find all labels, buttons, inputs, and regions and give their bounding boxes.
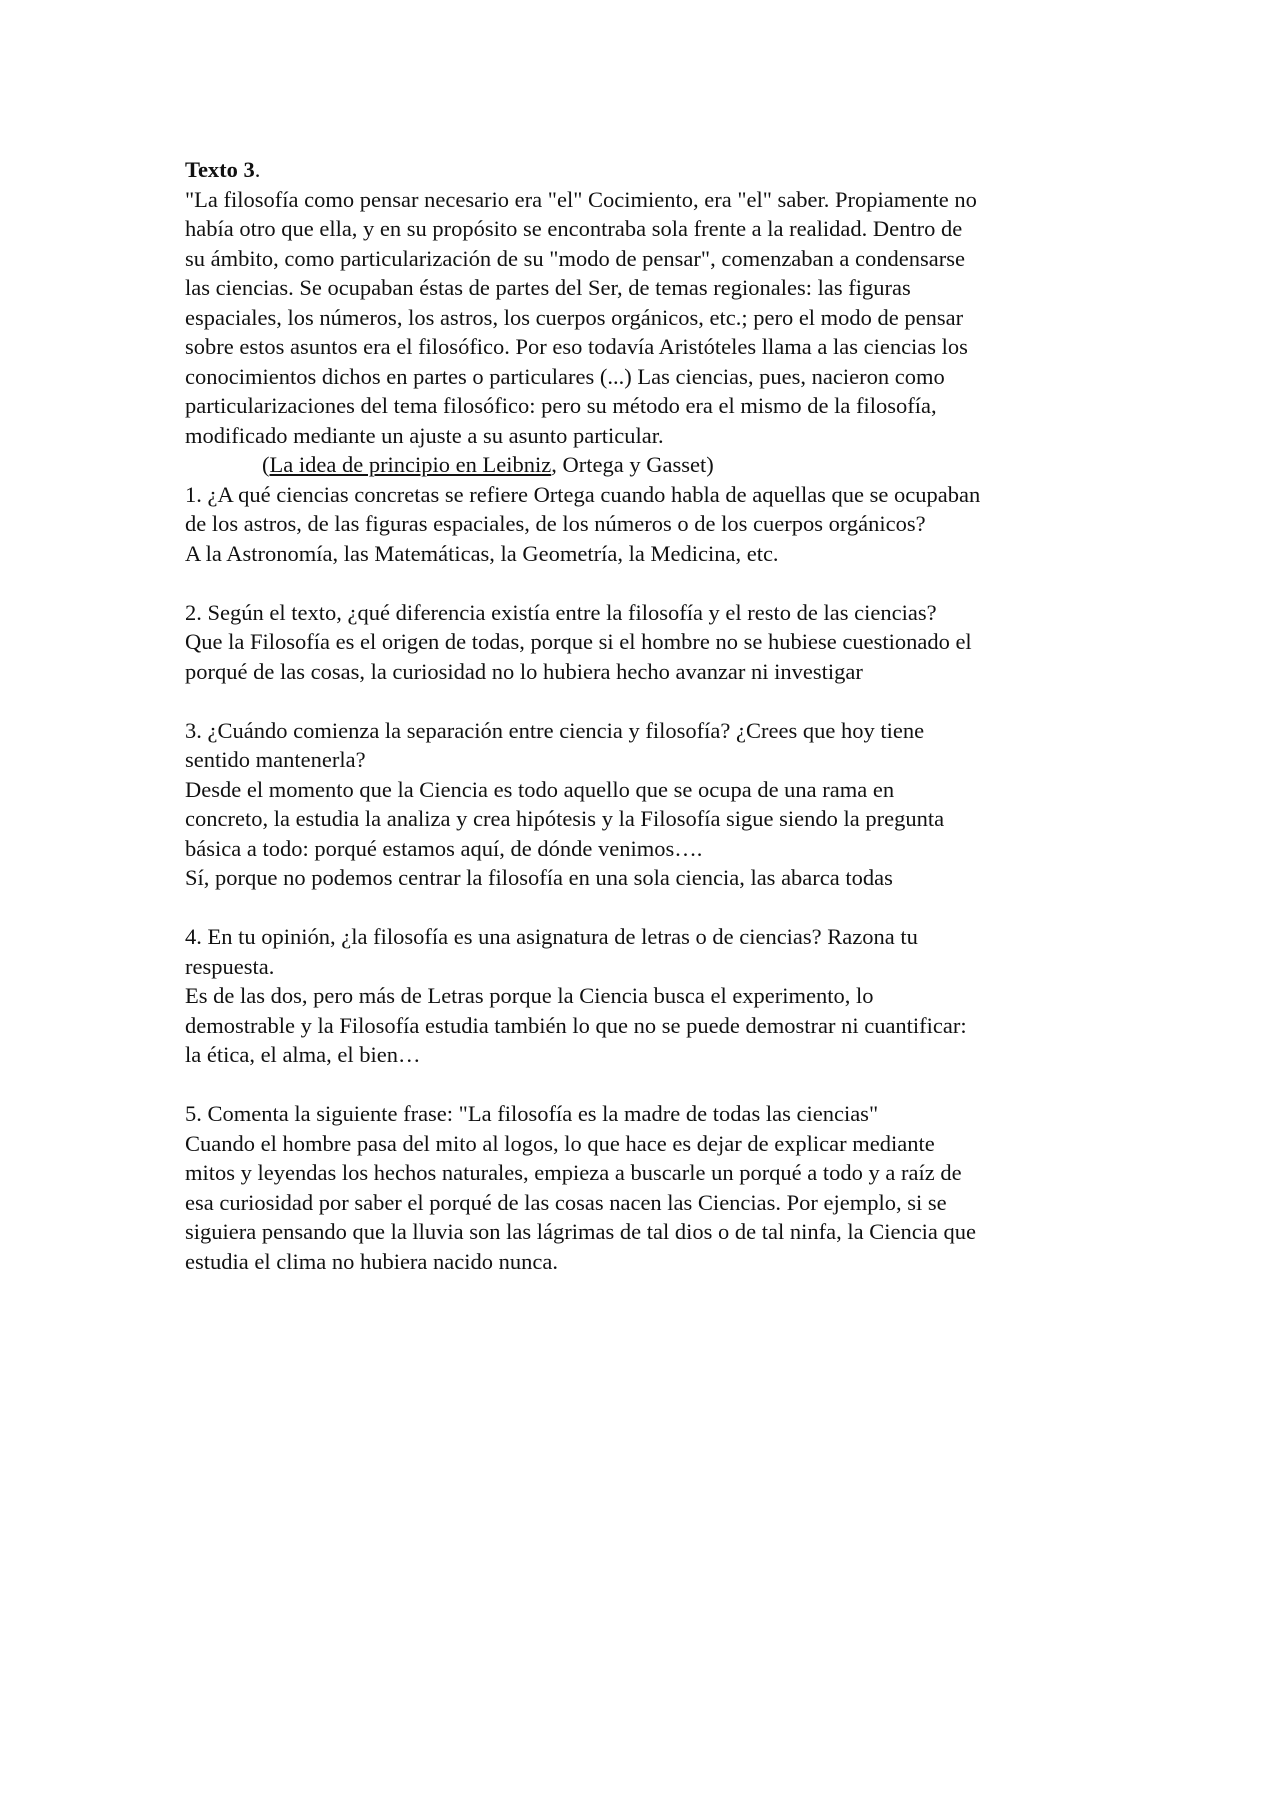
quote-line: particularizaciones del tema filosófico: pero su método era el mismo de la filosofía, [185, 393, 937, 418]
question-block-2 [185, 598, 1105, 687]
question-text: respuesta. [185, 953, 275, 979]
quote-line: conocimientos dichos en partes o particulares (...) Las ciencias, pues, nacieron como [185, 363, 945, 389]
question-text: 3. ¿Cuándo comienza la separación entre ciencia y filosofía? ¿Crees que hoy tiene [185, 717, 925, 743]
quote-line: "La filosofía como pensar necesario era "el" Cocimiento, era "el" saber. Propiamente no [185, 186, 977, 212]
quote-line: espaciales, los números, los astros, los cuerpos orgánicos, etc.; pero el modo de pensar [185, 304, 964, 330]
citation-work: La idea de principio en Leibniz [269, 452, 552, 477]
question-text: 1. ¿A qué ciencias concretas se refiere Ortega cuando habla de aquellas que se ocupaban [185, 481, 981, 507]
paragraph-gap [185, 686, 1105, 716]
answer-text: Es de las dos, pero más de Letras porque la Ciencia busca el experimento, lo [185, 983, 874, 1008]
question-block-5 [185, 1099, 1105, 1276]
quote-line: las ciencias. Se ocupaban éstas de partes del Ser, de temas regionales: las figuras [185, 275, 911, 300]
answer-text: Cuando el hombre pasa del mito al logos, lo que hace es dejar de explicar mediante [185, 1130, 935, 1156]
citation [185, 450, 1105, 480]
quote-line: sobre estos asuntos era el filosófico. Por eso todavía Aristóteles llama a las ciencias los [185, 334, 968, 359]
question-text: de los astros, de las figuras espaciales, de los números o de los cuerpos orgánicos? [185, 511, 926, 536]
question-block-4 [185, 922, 1105, 1070]
quote-line: había otro que ella, y en su propósito se encontraba sola frente a la realidad. Dentro de [185, 216, 963, 241]
answer-text: porqué de las cosas, la curiosidad no lo hubiera hecho avanzar ni investigar [185, 658, 863, 684]
answer-text: estudia el clima no hubiera nacido nunca. [185, 1248, 558, 1274]
quote-line: modificado mediante un ajuste a su asunto particular. [185, 422, 664, 448]
answer-text: Que la Filosofía es el origen de todas, porque si el hombre no se hubiese cuestionado el [185, 629, 972, 654]
answer-text: Desde el momento que la Ciencia es todo aquello que se ocupa de una rama en [185, 776, 895, 802]
paragraph-gap [185, 893, 1105, 923]
question-text: 5. Comenta la siguiente frase: "La filosofía es la madre de todas las ciencias" [185, 1101, 879, 1126]
question-text: 4. En tu opinión, ¿la filosofía es una asignatura de letras o de ciencias? Razona tu [185, 924, 918, 949]
answer-text: Sí, porque no podemos centrar la filosofía en una sola ciencia, las abarca todas [185, 865, 893, 890]
document-title [185, 155, 1105, 185]
title-bold: Texto 3 [185, 157, 255, 182]
answer-text: concreto, la estudia la analiza y crea hipótesis y la Filosofía sigue siendo la pregunta [185, 806, 945, 831]
quote-block [185, 185, 1105, 451]
document-body [185, 155, 1105, 1276]
quote-line: su ámbito, como particularización de su "modo de pensar", comenzaban a condensarse [185, 245, 965, 271]
question-text: 2. Según el texto, ¿qué diferencia existía entre la filosofía y el resto de las ciencias? [185, 599, 937, 625]
citation-rest: , Ortega y Gasset) [551, 452, 714, 477]
answer-text: esa curiosidad por saber el porqué de las cosas nacen las Ciencias. Por ejemplo, si se [185, 1189, 947, 1215]
paragraph-gap [185, 1070, 1105, 1100]
answer-text: la ética, el alma, el bien… [185, 1042, 421, 1067]
paragraph-gap [185, 568, 1105, 598]
question-block-1 [185, 480, 1105, 569]
title-suffix: . [254, 157, 261, 182]
answer-text: siguiera pensando que la lluvia son las lágrimas de tal dios o de tal ninfa, la Ciencia que [185, 1219, 977, 1244]
answer-text: mitos y leyendas los hechos naturales, empieza a buscarle un porqué a todo y a raíz de [185, 1160, 962, 1185]
answer-text: demostrable y la Filosofía estudia también lo que no se puede demostrar ni cuantificar: [185, 1012, 967, 1038]
question-text: sentido mantenerla? [185, 747, 366, 772]
answer-text: básica a todo: porqué estamos aquí, de dónde venimos…. [185, 835, 703, 861]
question-block-3 [185, 716, 1105, 893]
citation-open: ( [262, 452, 270, 477]
answer-text: A la Astronomía, las Matemáticas, la Geometría, la Medicina, etc. [185, 540, 779, 566]
